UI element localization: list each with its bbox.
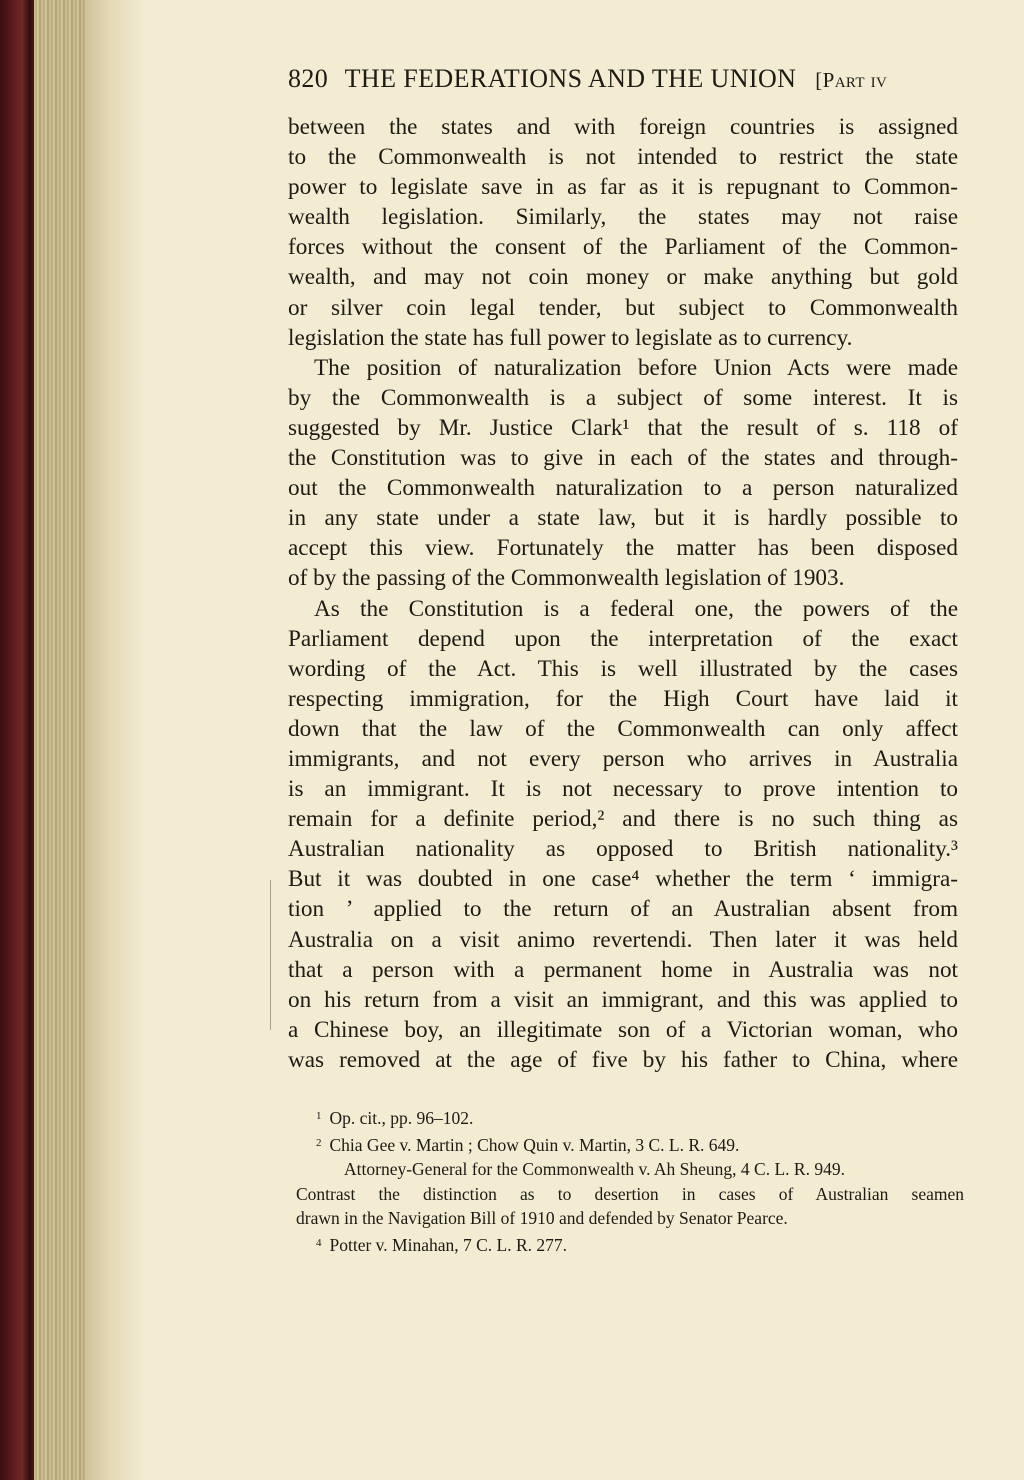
footnote [296,1206,964,1231]
text-line: or silver coin legal tender, but subject to Commonwealth [288,294,958,321]
footnote-text: Contrast the distinction as to desertion in cases of Australian seamen [296,1183,964,1204]
text-line: remain for a definite period,² and there is no such thing as [288,806,958,833]
text-line: a Chinese boy, an illegitimate son of a Victorian woman, who [288,1016,958,1043]
running-head [288,64,960,94]
text-line: to the Commonwealth is not intended to restrict the state [288,144,958,171]
text-line: between the states and with foreign countries is assigned [288,114,958,140]
text-line: out the Commonwealth naturalization to a person naturalized [288,475,958,502]
text-line: suggested by Mr. Justice Clark¹ that the result of s. 118 of [288,414,958,441]
footnote-text: Chia Gee v. Martin ; Chow Quin v. Martin, 3 C. L. R. 649. [329,1134,740,1155]
text-line: accept this view. Fortunately the matter has been disposed [288,535,958,562]
text-line: the Constitution was to give in each of the states and through- [288,445,958,472]
running-head-part: [Part iv [815,68,888,92]
text-line: wealth legislation. Similarly, the states may not raise [288,204,958,231]
footnote [296,1104,964,1131]
text-line: by the Commonwealth is a subject of some interest. It is [288,384,958,411]
footnote [296,1182,964,1207]
text-line: As the Constitution is a federal one, the powers of the [314,595,958,622]
footnote-text: drawn in the Navigation Bill of 1910 and defended by Senator Pearce. [296,1208,788,1228]
text-line: Parliament depend upon the interpretation of the exact [288,625,958,652]
text-line: tion ’ applied to the return of an Australian absent from [288,896,958,923]
text-line: wording of the Act. This is well illustrated by the cases [288,655,958,682]
text-line: respecting immigration, for the High Court have laid it [288,685,958,712]
text-line: Australia on a visit animo revertendi. Then later it was held [288,926,958,953]
text-line: legislation the state has full power to legislate as to currency. [288,324,853,351]
text-line: is an immigrant. It is not necessary to prove intention to [288,776,958,803]
text-line: on his return from a visit an immigrant, and this was applied to [288,986,958,1013]
footnote-text: Attorney-General for the Commonwealth v. Ah Sheung, 4 C. L. R. 949. [344,1159,845,1179]
running-head-title: THE FEDERATIONS AND THE UNION [344,64,797,93]
footnote-marker: 2 [316,1136,322,1149]
page-number: 820 [288,64,329,93]
footnote-text: Potter v. Minahan, 7 C. L. R. 277. [329,1234,568,1255]
text-line: The position of naturalization before Union Acts were made [314,354,958,381]
pencil-margin-mark [270,880,274,1030]
footnote-marker: 4 [316,1236,322,1249]
footnote-text: Op. cit., pp. 96–102. [329,1108,474,1128]
footnote [296,1157,964,1182]
footnotes [296,1104,964,1257]
text-line: in any state under a state law, but it is hardly possible to [288,505,958,532]
text-line: forces without the consent of the Parliament of the Common- [288,234,958,261]
footnote [296,1131,964,1158]
text-line: power to legislate save in as far as it is repugnant to Common- [288,174,958,201]
footnote-marker: 1 [316,1110,322,1122]
text-line: of by the passing of the Commonwealth legislation of 1903. [288,565,845,592]
text-line: was removed at the age of five by his father to China, where [288,1046,958,1073]
text-line: Australian nationality as opposed to British nationality.³ [288,836,958,863]
text-line: immigrants, and not every person who arrives in Australia [288,745,958,772]
text-line: But it was doubted in one case⁴ whether the term ‘ immigra- [288,866,958,893]
text-line: down that the law of the Commonwealth can only affect [288,715,958,742]
body-text [288,112,958,1075]
text-line: that a person with a permanent home in Australia was not [288,956,958,983]
footnote [296,1231,964,1258]
text-line: wealth, and may not coin money or make anything but gold [288,264,958,291]
